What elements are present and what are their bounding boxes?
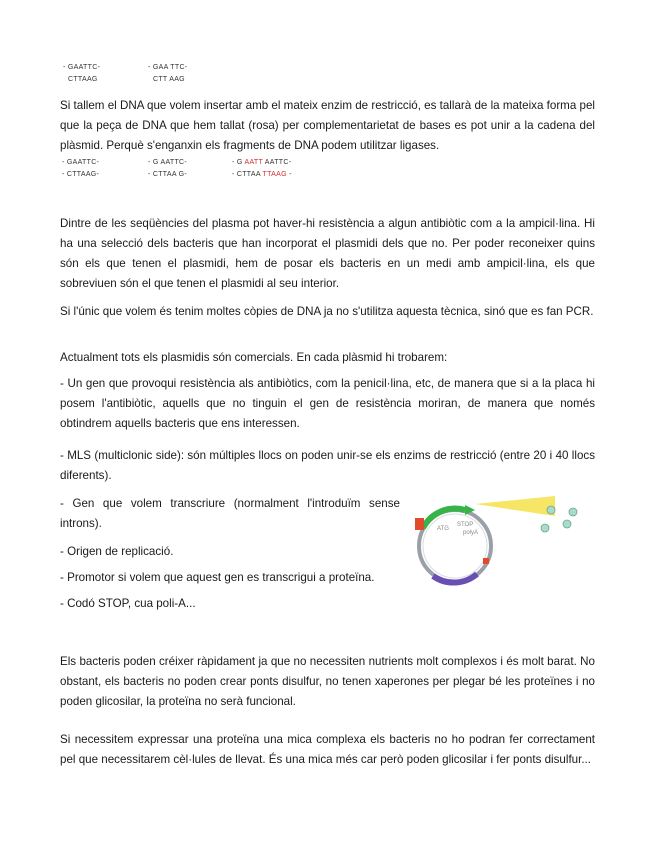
sequence-c-top: - GAATTC- [62,159,100,166]
sequence-a-bottom: CTTAAG [68,76,98,83]
sequence-e-bottom [232,171,292,178]
paragraph-resistance-gene: - Un gen que provoqui resistència als antibiòtics, com la penicil·lina, etc, de manera que si a la placa hi posem l'antibiòtic, aquells que no tinguin el gen de resistència moriran, de manera que només obtindrem aquells bacteris que ens interessen. [60,377,595,430]
label-stop: STOP [457,522,474,528]
sequence-d-bottom: - CTTAA G- [148,171,188,178]
paragraph-stop-codon: - Codó STOP, cua poli-A... [60,597,196,610]
sequence-e-top-right: AATTC- [264,159,292,166]
bacterium-icon [569,508,577,516]
sequence-b-bottom: CTT AAG [153,76,185,83]
resistance-marker [415,518,424,530]
paragraph-restriction: Si tallem el DNA que volem insertar amb el mateix enzim de restricció, es tallarà de la mateixa forma pel que la peça de DNA que hem tallat (rosa) per complementarietat de bases es pot unir a la cadena del plàsmid. Perquè s'enganxin els fragments de DNA podem utilitzar ligases. [60,99,595,152]
paragraph-gene: - Gen que volem transcriure (normalment l'introduïm sense introns). [60,497,400,530]
sequence-c-bottom: - CTTAAG- [62,171,100,178]
paragraph-origin: - Origen de replicació. [60,545,174,558]
insert-beam [475,496,555,516]
sequence-e-top-left: - G [232,159,243,166]
sequence-e-top-insert: AATT [244,159,263,166]
label-polya: polyA [463,530,479,536]
sequence-b-top: - GAA TTC- [148,64,188,71]
sequence-e-bottom-insert: TTAAG [262,171,287,178]
sequence-e-bottom-left: - CTTAA [232,171,261,178]
sequence-e-bottom-right: - [289,171,292,178]
plasmid-diagram [405,488,605,598]
sequence-e-top [232,159,291,166]
sequence-a-top: - GAATTC- [63,64,101,71]
stop-marker [483,558,489,564]
paragraph-promoter: - Promotor si volem que aquest gen es transcrigui a proteïna. [60,571,375,584]
bacterium-icon [547,506,555,514]
plasmid-inner-ring [423,514,487,578]
label-atg: ATG [437,526,449,532]
sequence-d-top: - G AATTC- [148,159,188,166]
paragraph-antibiotic: Dintre de les seqüències del plasma pot haver-hi resistència a algun antibiòtic com a la ampicil·lina. Hi ha una selecció dels bacteris que han incorporat el plasmidi dels que no. Per poder reconeixer quins són els que tenen el plasmidi, hem de posar els bacteris en un medi amb ampicil·lina, els que sobreviuen són el que tenen el plasmidi al seu interior. [60,217,595,290]
paragraph-yeast: Si necessitem expressar una proteïna una mica complexa els bacteris no ho podran fer correctament pel que necessitarem cèl·lules de llevat. És una mica més car però poden glicosilar i fer ponts disulfur... [60,733,595,766]
bacterium-icon [563,520,571,528]
paragraph-pcr: Si l'únic que volem és tenim moltes còpies de DNA ja no s'utilitza aquesta tècnica, sinó que es fan PCR. [60,305,594,318]
paragraph-mls: - MLS (multiclonic side): són múltiples llocs on poden unir-se els enzims de restricció (entre 20 i 40 llocs diferents). [60,449,595,482]
paragraph-bacteria: Els bacteris poden créixer ràpidament ja que no necessiten nutrients molt complexos i és molt barat. No obstant, els bacteris no poden crear ponts disulfur, no tenen xaperones per plegar bé les proteïnes i no poden glicosilar, la proteïna no serà funcional. [60,655,595,708]
bacterium-icon [541,524,549,532]
paragraph-plasmids: Actualment tots els plasmidis són comercials. En cada plàsmid hi trobarem: [60,351,448,364]
